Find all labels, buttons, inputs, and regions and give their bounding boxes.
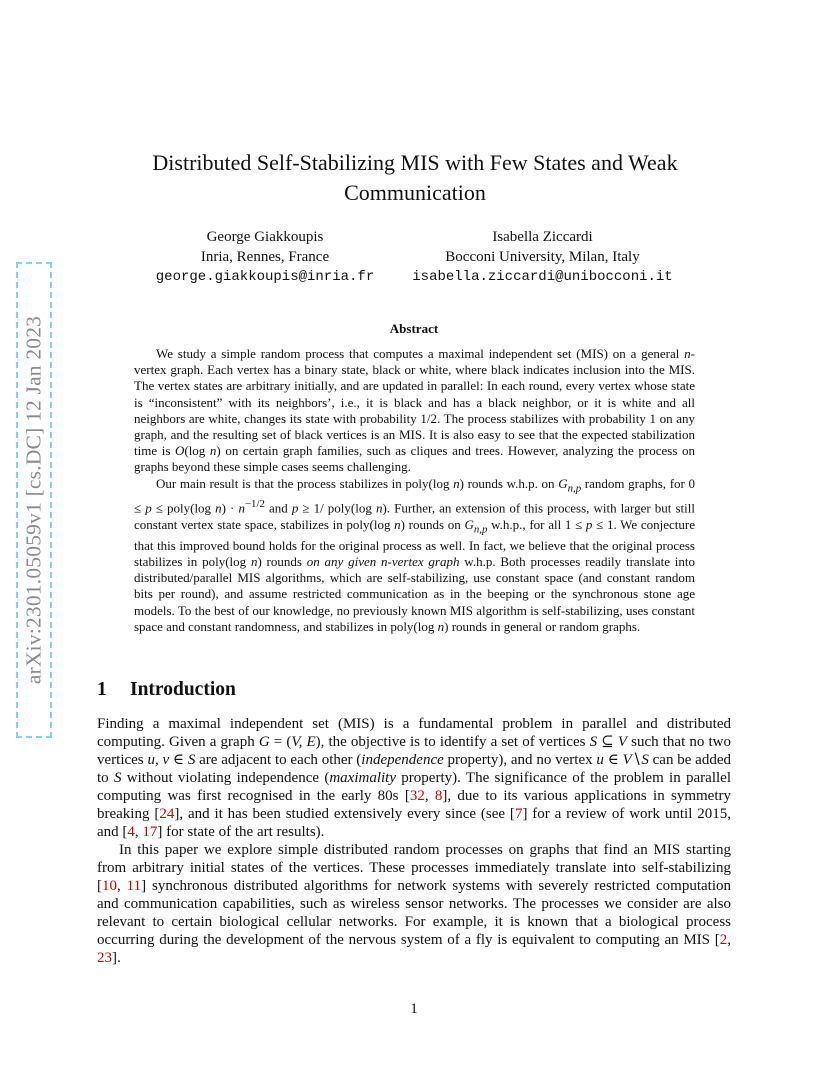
author-name: Isabella Ziccardi xyxy=(492,229,593,245)
author-email[interactable]: george.giakkoupis@inria.fr xyxy=(155,269,375,285)
title-line-2: Communication xyxy=(344,180,486,205)
citation-link[interactable]: 10 xyxy=(102,878,117,894)
abstract-paragraph-2: Our main result is that the process stabilizes in poly(log n) rounds w.h.p. on $G_{n,p}$ random graphs, for 0 ≤ p ≤ poly(log $n) \cdot n^{-1/2}$ and p ≥ 1/ poly(log n). Further, an extension of this process, with larger but still constant vertex state space, stabilizes in poly(log n) rounds on $G_{n,p}$ w.h.p., for all 1 ≤ p ≤ 1. We conjecture that this improved bound holds for the original process as well. In fact, we believe that the original process stabilizes in poly(log n) rounds on any given n-vertex graph w.h.p. Both processes readily translate into distributed/parallel MIS algorithms, which are self-stabilizing, use constant space (and constant random bits per round), and assume restricted communication as in the beeping or the synchronous stone age models. To the best of our knowledge, no previously known MIS algorithm is self-stabilizing, uses constant space and constant randomness, and stabilizes in poly(log n) rounds in general or random graphs. xyxy=(134,475,696,634)
citation-link[interactable]: 2 xyxy=(719,932,728,948)
citation-link[interactable]: 32 xyxy=(409,788,425,804)
author-affiliation: Bocconi University, Milan, Italy xyxy=(445,249,640,265)
citation-link[interactable]: 8 xyxy=(434,788,443,804)
author-block-2 xyxy=(405,227,680,287)
abstract-heading: Abstract xyxy=(389,321,439,336)
section-heading-introduction xyxy=(97,679,236,701)
citation-link[interactable]: 17 xyxy=(142,824,158,840)
citation-link[interactable]: 4 xyxy=(127,824,135,840)
arxiv-identifier: arXiv:2301.05059v1 [cs.DC] 12 Jan 2023 xyxy=(21,315,46,685)
intro-paragraph-1: Finding a maximal independent set (MIS) is a fundamental problem in parallel and distributed computing. Given a graph G = (V, E), the objective is to identify a set of vertices S ⊆ V such that no two vertices u, v ∈ S are adjacent to each other (independence property), and no vertex u ∈ V∖S can be added to S without violating independence (maximality property). The significance of the problem in parallel computing was first recognised in the early 80s [32, 8], due to its various applications in symmetry breaking [24], and it has been studied extensively every since (see [7] for a review of work until 2015, and [4, 17] for state of the art results). xyxy=(97,716,732,840)
title-line-1: Distributed Self-Stabilizing MIS with Few States and Weak xyxy=(152,150,678,175)
section-number: 1 xyxy=(97,679,107,700)
author-affiliation: Inria, Rennes, France xyxy=(200,249,330,265)
author-block-1 xyxy=(150,227,380,287)
author-name: George Giakkoupis xyxy=(206,229,324,245)
citation-link[interactable]: 23 xyxy=(97,950,112,966)
author-email[interactable]: isabella.ziccardi@unibocconi.it xyxy=(412,269,673,285)
paper-title xyxy=(110,148,720,208)
intro-paragraph-2: In this paper we explore simple distributed random processes on graphs that find an MIS starting from arbitrary initial states of the vertices. These processes immediately translate into self-stabilizing [10, 11] synchronous distributed algorithms for network systems with severely restricted computation and communication capabilities, such as wireless sensor networks. The processes we consider are also relevant to certain biological cellular networks. For example, it is known that a biological process occurring during the development of the nervous system of a fly is equivalent to computing an MIS [2, 23]. xyxy=(97,842,731,966)
citation-link[interactable]: 7 xyxy=(514,806,523,822)
introduction-body xyxy=(97,715,731,967)
citation-link[interactable]: 11 xyxy=(126,878,142,894)
abstract-paragraph-1: We study a simple random process that computes a maximal independent set (MIS) on a general n-vertex graph. Each vertex has a binary state, black or white, where black indicates inclusion into the MIS. The vertex states are arbitrary initially, and are updated in parallel: In each round, every vertex whose state is “inconsistent” with its neighbors’, i.e., it is black and has a black neighbor, or it is white and all neighbors are white, changes its state with probability 1/2. The process stabilizes with probability 1 on any graph, and the resulting set of black vertices is an MIS. It is also easy to see that the expected stabilization time is O(log n) on certain graph families, such as cliques and trees. However, analyzing the process on graphs beyond these simple cases seems challenging. xyxy=(134,346,695,475)
page-number: 1 xyxy=(410,1001,418,1017)
section-title: Introduction xyxy=(130,679,236,700)
abstract-body xyxy=(134,346,695,635)
citation-link[interactable]: 24 xyxy=(159,806,175,822)
